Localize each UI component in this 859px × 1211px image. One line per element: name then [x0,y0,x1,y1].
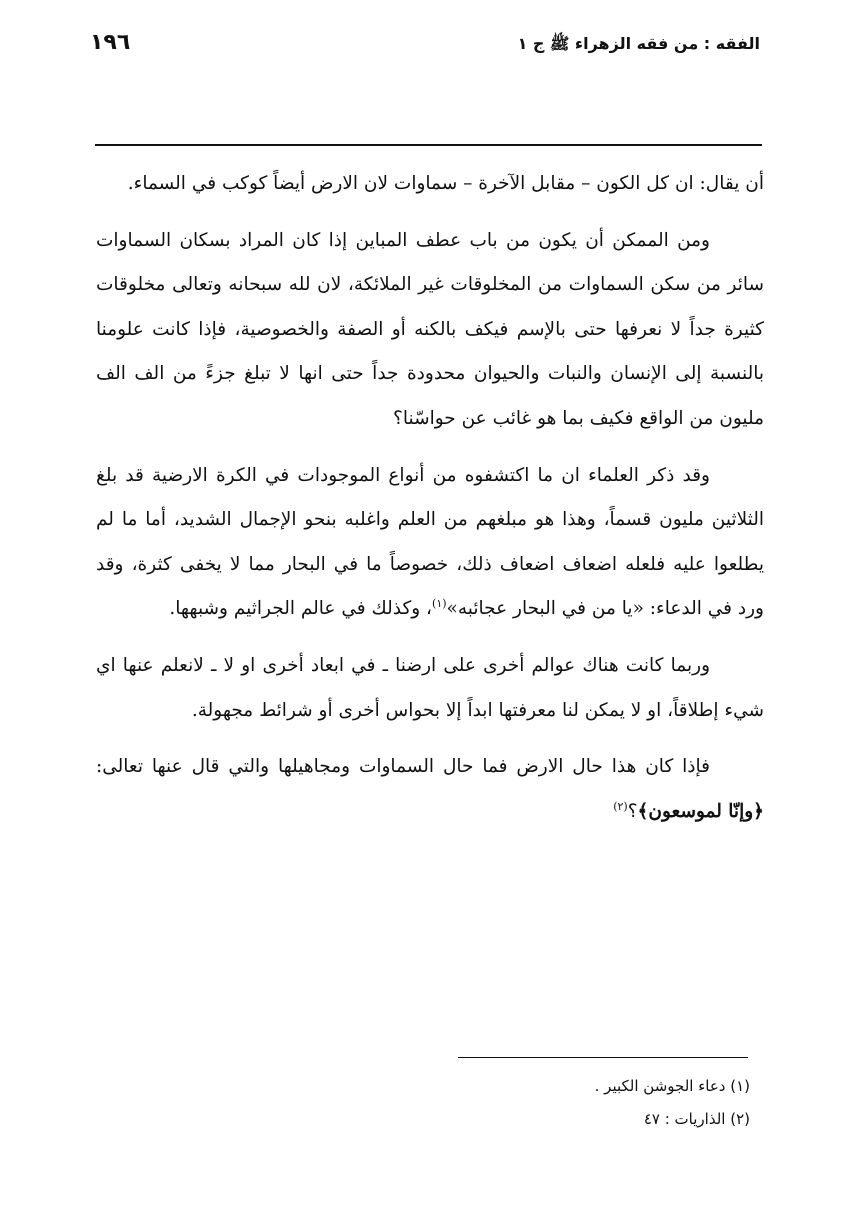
quran-quote: ﴿وإنّا لموسعون﴾ [637,800,764,822]
paragraph-3 [96,454,764,632]
footnote-divider [458,1057,748,1058]
paragraph-5-end: ؟ [627,800,638,822]
footnote-2: (٢) الذاريات : ٤٧ [643,1110,750,1128]
footnotes [458,1070,750,1136]
footnote-ref-2[interactable]: (٢) [613,799,628,813]
paragraph-5-text: فإذا كان هذا حال الارض فما حال السماوات ومجاهيلها والتي قال عنها تعالى: [96,756,710,778]
paragraph-2: ومن الممكن أن يكون من باب عطف المباين إذا كان المراد بسكان السماوات سائر من سكن السماوات من المخلوقات غير الملائكة، لان لله سبحانه وتعالى مخلوقات كثيرة جداً لا نعرفها حتى بالإسم فيكف بالكنه أو الصفة والخصوصية، فإذا كانت علومنا بالنسبة إلى الإنسان والنبات والحيوان محدودة جداً حتى انها لا تبلغ جزءً من الف الف مليون من الواقع فكيف بما هو غائب عن حواسّنا؟ [96,229,764,429]
footnote-1: (١) دعاء الجوشن الكبير . [594,1077,750,1095]
page-header [90,30,760,64]
running-title: الفقه : من فقه الزهراء ﷺ ج ١ [517,34,760,53]
footnote-ref-1[interactable]: (١) [432,597,447,611]
paragraph-5 [96,745,764,834]
page-number: ١٩٦ [90,30,131,55]
header-divider [95,144,762,146]
paragraph-1: أن يقال: ان كل الكون – مقابل الآخرة – سماوات لان الارض أيضاً كوكب في السماء. [127,173,764,194]
paragraph-4: وربما كانت هناك عوالم أخرى على ارضنا ـ في ابعاد أخرى او لا ـ لانعلم عنها اي شيء إطلاقاً، او لا يمكن لنا معرفتها ابداً إلا بحواس أخرى أو شرائط مجهولة. [96,654,764,721]
paragraph-3-end: ، وكذلك في عالم الجراثيم وشبهها. [169,598,433,620]
paragraph-3-text: وقد ذكر العلماء ان ما اكتشفوه من أنواع الموجودات في الكرة الارضية قد بلغ الثلاثين مليون قسماً، وهذا هو مبلغهم من العلم واغلبه بنحو الإجمال الشديد، أما ما لم يطلعوا عليه فلعله اضعاف اضعاف ذلك، خصوصاً ما في البحار مما لا يخفى كثرة، وقد ورد في الدعاء: «يا من في البحار عجائبه» [96,464,764,620]
body-text [96,162,764,846]
